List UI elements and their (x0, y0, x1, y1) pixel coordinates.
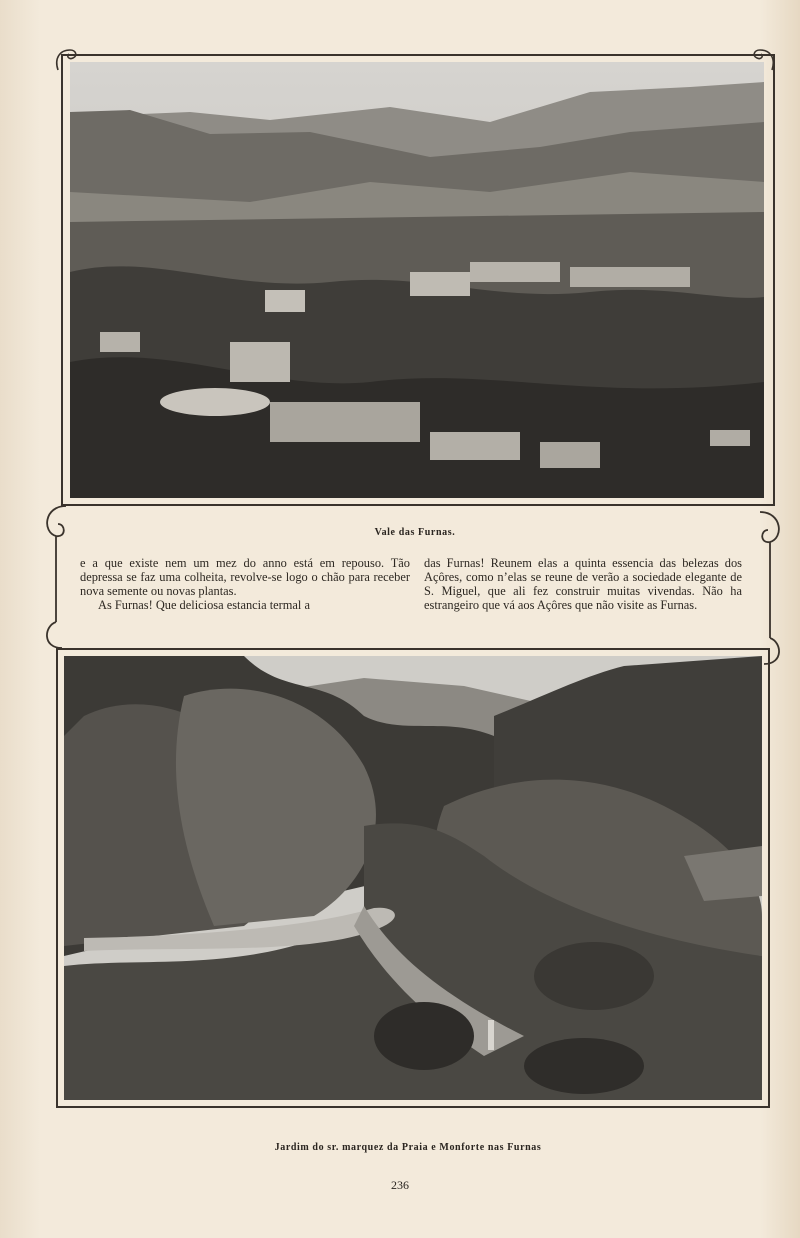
top-photo-vale-das-furnas (70, 62, 764, 498)
article-left-column (80, 556, 410, 612)
article-right-column (424, 556, 742, 612)
article-paragraph: das Furnas! Reunem elas a quinta essencia das belezas dos Açôres, como n’elas se reune de verão a sociedade elegante de S. Miguel, que ali fez construir muitas vivendas. Não ha estrangeiro que vá aos Açôres que não visite as Furnas. (424, 556, 742, 612)
page-number: 236 (391, 1178, 409, 1192)
scroll-ornament-icon (38, 502, 72, 652)
scroll-ornament-icon (754, 508, 788, 668)
article-paragraph: e a que existe nem um mez do anno está em repouso. Tão depressa se faz uma colheita, revolve-se logo o chão para receber nova semente ou novas plantas. (80, 556, 410, 598)
bottom-photo-jardim (64, 656, 762, 1100)
article-paragraph: As Furnas! Que deliciosa estancia termal a (98, 598, 310, 612)
bottom-photo-caption: Jardim do sr. marquez da Praia e Monforte nas Furnas (274, 1142, 542, 1153)
top-photo-caption: Vale das Furnas. (374, 527, 456, 538)
